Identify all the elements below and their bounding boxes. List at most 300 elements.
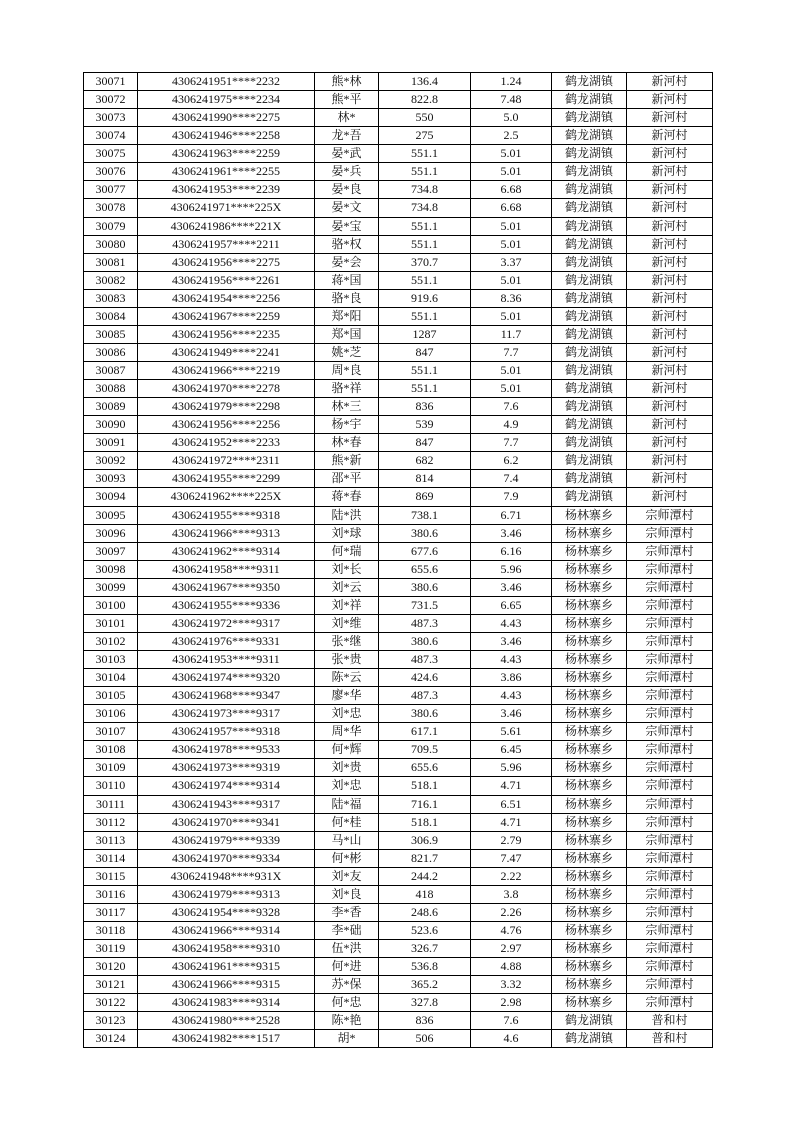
- table-row: [84, 235, 713, 253]
- name-cell: 陈*云: [315, 669, 379, 687]
- village-cell: 新河村: [627, 217, 713, 235]
- township-cell: 杨林寨乡: [552, 651, 627, 669]
- area-cell: 3.46: [471, 578, 552, 596]
- serial-number-cell: 30112: [84, 813, 138, 831]
- table-row: [84, 470, 713, 488]
- name-cell: 熊*新: [315, 452, 379, 470]
- village-cell: 宗师潭村: [627, 777, 713, 795]
- area-cell: 4.71: [471, 777, 552, 795]
- table-row: [84, 723, 713, 741]
- village-cell: 宗师潭村: [627, 759, 713, 777]
- village-cell: 宗师潭村: [627, 813, 713, 831]
- amount-cell: 617.1: [379, 723, 471, 741]
- table-row: [84, 903, 713, 921]
- serial-number-cell: 30075: [84, 145, 138, 163]
- id-number-cell: 4306241962****9314: [138, 542, 315, 560]
- serial-number-cell: 30085: [84, 325, 138, 343]
- serial-number-cell: 30077: [84, 181, 138, 199]
- id-number-cell: 4306241954****9328: [138, 903, 315, 921]
- table-row: [84, 759, 713, 777]
- amount-cell: 738.1: [379, 506, 471, 524]
- table-row: [84, 687, 713, 705]
- id-number-cell: 4306241966****9315: [138, 976, 315, 994]
- village-cell: 宗师潭村: [627, 994, 713, 1012]
- table-row: [84, 705, 713, 723]
- id-number-cell: 4306241954****2256: [138, 289, 315, 307]
- area-cell: 2.22: [471, 867, 552, 885]
- amount-cell: 822.8: [379, 91, 471, 109]
- area-cell: 7.6: [471, 1012, 552, 1030]
- id-number-cell: 4306241955****9336: [138, 596, 315, 614]
- amount-cell: 248.6: [379, 903, 471, 921]
- table-row: [84, 199, 713, 217]
- id-number-cell: 4306241968****9347: [138, 687, 315, 705]
- id-number-cell: 4306241973****9319: [138, 759, 315, 777]
- township-cell: 杨林寨乡: [552, 795, 627, 813]
- village-cell: 普和村: [627, 1030, 713, 1048]
- amount-cell: 551.1: [379, 307, 471, 325]
- township-cell: 鹤龙湖镇: [552, 91, 627, 109]
- area-cell: 4.43: [471, 687, 552, 705]
- serial-number-cell: 30089: [84, 398, 138, 416]
- amount-cell: 734.8: [379, 181, 471, 199]
- township-cell: 鹤龙湖镇: [552, 181, 627, 199]
- id-number-cell: 4306241957****2211: [138, 235, 315, 253]
- table-row: [84, 380, 713, 398]
- village-cell: 新河村: [627, 271, 713, 289]
- area-cell: 6.51: [471, 795, 552, 813]
- amount-cell: 136.4: [379, 73, 471, 91]
- amount-cell: 847: [379, 434, 471, 452]
- name-cell: 何*进: [315, 958, 379, 976]
- township-cell: 杨林寨乡: [552, 524, 627, 542]
- village-cell: 宗师潭村: [627, 542, 713, 560]
- name-cell: 李*香: [315, 903, 379, 921]
- id-number-cell: 4306241956****2256: [138, 416, 315, 434]
- serial-number-cell: 30090: [84, 416, 138, 434]
- amount-cell: 551.1: [379, 145, 471, 163]
- table-row: [84, 921, 713, 939]
- area-cell: 1.24: [471, 73, 552, 91]
- table-row: [84, 940, 713, 958]
- village-cell: 新河村: [627, 181, 713, 199]
- area-cell: 5.01: [471, 362, 552, 380]
- table-row: [84, 777, 713, 795]
- township-cell: 鹤龙湖镇: [552, 325, 627, 343]
- id-number-cell: 4306241972****9317: [138, 614, 315, 632]
- area-cell: 6.68: [471, 199, 552, 217]
- serial-number-cell: 30095: [84, 506, 138, 524]
- id-number-cell: 4306241956****2261: [138, 271, 315, 289]
- name-cell: 蒋*春: [315, 488, 379, 506]
- id-number-cell: 4306241983****9314: [138, 994, 315, 1012]
- id-number-cell: 4306241958****9311: [138, 560, 315, 578]
- name-cell: 何*彬: [315, 849, 379, 867]
- data-table: [83, 72, 713, 1048]
- id-number-cell: 4306241976****9331: [138, 632, 315, 650]
- village-cell: 新河村: [627, 163, 713, 181]
- id-number-cell: 4306241948****931X: [138, 867, 315, 885]
- area-cell: 5.61: [471, 723, 552, 741]
- amount-cell: 424.6: [379, 669, 471, 687]
- serial-number-cell: 30108: [84, 741, 138, 759]
- township-cell: 鹤龙湖镇: [552, 452, 627, 470]
- serial-number-cell: 30121: [84, 976, 138, 994]
- serial-number-cell: 30104: [84, 669, 138, 687]
- amount-cell: 539: [379, 416, 471, 434]
- township-cell: 杨林寨乡: [552, 885, 627, 903]
- table-row: [84, 1030, 713, 1048]
- area-cell: 6.16: [471, 542, 552, 560]
- village-cell: 宗师潭村: [627, 506, 713, 524]
- amount-cell: 836: [379, 1012, 471, 1030]
- name-cell: 蒋*国: [315, 271, 379, 289]
- township-cell: 鹤龙湖镇: [552, 362, 627, 380]
- village-cell: 宗师潭村: [627, 958, 713, 976]
- name-cell: 邵*平: [315, 470, 379, 488]
- id-number-cell: 4306241982****1517: [138, 1030, 315, 1048]
- township-cell: 杨林寨乡: [552, 560, 627, 578]
- village-cell: 新河村: [627, 470, 713, 488]
- area-cell: 7.4: [471, 470, 552, 488]
- area-cell: 6.2: [471, 452, 552, 470]
- name-cell: 林*春: [315, 434, 379, 452]
- amount-cell: 518.1: [379, 777, 471, 795]
- area-cell: 3.46: [471, 524, 552, 542]
- id-number-cell: 4306241957****9318: [138, 723, 315, 741]
- amount-cell: 487.3: [379, 614, 471, 632]
- serial-number-cell: 30107: [84, 723, 138, 741]
- amount-cell: 550: [379, 109, 471, 127]
- id-number-cell: 4306241952****2233: [138, 434, 315, 452]
- table-row: [84, 506, 713, 524]
- village-cell: 新河村: [627, 416, 713, 434]
- name-cell: 晏*宝: [315, 217, 379, 235]
- township-cell: 鹤龙湖镇: [552, 307, 627, 325]
- village-cell: 宗师潭村: [627, 867, 713, 885]
- serial-number-cell: 30079: [84, 217, 138, 235]
- name-cell: 晏*兵: [315, 163, 379, 181]
- area-cell: 3.37: [471, 253, 552, 271]
- serial-number-cell: 30081: [84, 253, 138, 271]
- amount-cell: 734.8: [379, 199, 471, 217]
- village-cell: 宗师潭村: [627, 921, 713, 939]
- amount-cell: 551.1: [379, 271, 471, 289]
- amount-cell: 677.6: [379, 542, 471, 560]
- serial-number-cell: 30078: [84, 199, 138, 217]
- village-cell: 新河村: [627, 380, 713, 398]
- serial-number-cell: 30083: [84, 289, 138, 307]
- name-cell: 刘*贵: [315, 759, 379, 777]
- township-cell: 鹤龙湖镇: [552, 1012, 627, 1030]
- township-cell: 杨林寨乡: [552, 759, 627, 777]
- table-row: [84, 127, 713, 145]
- township-cell: 鹤龙湖镇: [552, 289, 627, 307]
- table-row: [84, 741, 713, 759]
- township-cell: 鹤龙湖镇: [552, 109, 627, 127]
- village-cell: 新河村: [627, 235, 713, 253]
- name-cell: 周*华: [315, 723, 379, 741]
- name-cell: 刘*球: [315, 524, 379, 542]
- table-row: [84, 958, 713, 976]
- amount-cell: 847: [379, 343, 471, 361]
- name-cell: 郑*阳: [315, 307, 379, 325]
- township-cell: 鹤龙湖镇: [552, 398, 627, 416]
- village-cell: 新河村: [627, 289, 713, 307]
- name-cell: 陆*洪: [315, 506, 379, 524]
- amount-cell: 244.2: [379, 867, 471, 885]
- name-cell: 李*础: [315, 921, 379, 939]
- table-row: [84, 596, 713, 614]
- area-cell: 5.01: [471, 307, 552, 325]
- name-cell: 骆*祥: [315, 380, 379, 398]
- name-cell: 郑*国: [315, 325, 379, 343]
- area-cell: 6.45: [471, 741, 552, 759]
- serial-number-cell: 30118: [84, 921, 138, 939]
- table-row: [84, 524, 713, 542]
- name-cell: 刘*友: [315, 867, 379, 885]
- township-cell: 鹤龙湖镇: [552, 127, 627, 145]
- village-cell: 宗师潭村: [627, 976, 713, 994]
- amount-cell: 418: [379, 885, 471, 903]
- id-number-cell: 4306241980****2528: [138, 1012, 315, 1030]
- area-cell: 4.43: [471, 614, 552, 632]
- area-cell: 5.01: [471, 380, 552, 398]
- id-number-cell: 4306241966****9313: [138, 524, 315, 542]
- village-cell: 新河村: [627, 127, 713, 145]
- name-cell: 伍*洪: [315, 940, 379, 958]
- name-cell: 姚*芝: [315, 343, 379, 361]
- area-cell: 3.46: [471, 705, 552, 723]
- name-cell: 龙*吾: [315, 127, 379, 145]
- table-row: [84, 362, 713, 380]
- area-cell: 11.7: [471, 325, 552, 343]
- township-cell: 杨林寨乡: [552, 506, 627, 524]
- name-cell: 晏*武: [315, 145, 379, 163]
- serial-number-cell: 30086: [84, 343, 138, 361]
- village-cell: 宗师潭村: [627, 849, 713, 867]
- serial-number-cell: 30124: [84, 1030, 138, 1048]
- area-cell: 7.9: [471, 488, 552, 506]
- table-row: [84, 849, 713, 867]
- area-cell: 6.71: [471, 506, 552, 524]
- township-cell: 鹤龙湖镇: [552, 163, 627, 181]
- area-cell: 2.98: [471, 994, 552, 1012]
- village-cell: 普和村: [627, 1012, 713, 1030]
- village-cell: 新河村: [627, 253, 713, 271]
- table-row: [84, 867, 713, 885]
- name-cell: 晏*良: [315, 181, 379, 199]
- township-cell: 杨林寨乡: [552, 831, 627, 849]
- name-cell: 刘*维: [315, 614, 379, 632]
- serial-number-cell: 30106: [84, 705, 138, 723]
- amount-cell: 551.1: [379, 380, 471, 398]
- serial-number-cell: 30115: [84, 867, 138, 885]
- table-body: [84, 73, 713, 1048]
- area-cell: 4.9: [471, 416, 552, 434]
- area-cell: 5.01: [471, 235, 552, 253]
- township-cell: 鹤龙湖镇: [552, 217, 627, 235]
- village-cell: 宗师潭村: [627, 578, 713, 596]
- village-cell: 新河村: [627, 398, 713, 416]
- serial-number-cell: 30117: [84, 903, 138, 921]
- village-cell: 新河村: [627, 73, 713, 91]
- table-row: [84, 109, 713, 127]
- serial-number-cell: 30119: [84, 940, 138, 958]
- area-cell: 4.88: [471, 958, 552, 976]
- area-cell: 5.01: [471, 271, 552, 289]
- id-number-cell: 4306241955****9318: [138, 506, 315, 524]
- serial-number-cell: 30094: [84, 488, 138, 506]
- amount-cell: 275: [379, 127, 471, 145]
- serial-number-cell: 30120: [84, 958, 138, 976]
- amount-cell: 365.2: [379, 976, 471, 994]
- table-row: [84, 651, 713, 669]
- serial-number-cell: 30110: [84, 777, 138, 795]
- name-cell: 廖*华: [315, 687, 379, 705]
- village-cell: 宗师潭村: [627, 903, 713, 921]
- serial-number-cell: 30092: [84, 452, 138, 470]
- township-cell: 杨林寨乡: [552, 632, 627, 650]
- id-number-cell: 4306241974****9314: [138, 777, 315, 795]
- amount-cell: 380.6: [379, 578, 471, 596]
- village-cell: 宗师潭村: [627, 651, 713, 669]
- area-cell: 8.36: [471, 289, 552, 307]
- table-row: [84, 271, 713, 289]
- table-row: [84, 994, 713, 1012]
- id-number-cell: 4306241946****2258: [138, 127, 315, 145]
- amount-cell: 551.1: [379, 235, 471, 253]
- table-row: [84, 831, 713, 849]
- table-row: [84, 325, 713, 343]
- village-cell: 宗师潭村: [627, 687, 713, 705]
- amount-cell: 821.7: [379, 849, 471, 867]
- amount-cell: 536.8: [379, 958, 471, 976]
- area-cell: 2.5: [471, 127, 552, 145]
- amount-cell: 869: [379, 488, 471, 506]
- id-number-cell: 4306241974****9320: [138, 669, 315, 687]
- village-cell: 新河村: [627, 109, 713, 127]
- name-cell: 晏*会: [315, 253, 379, 271]
- serial-number-cell: 30071: [84, 73, 138, 91]
- amount-cell: 523.6: [379, 921, 471, 939]
- id-number-cell: 4306241971****225X: [138, 199, 315, 217]
- id-number-cell: 4306241978****9533: [138, 741, 315, 759]
- serial-number-cell: 30100: [84, 596, 138, 614]
- amount-cell: 655.6: [379, 759, 471, 777]
- table-row: [84, 452, 713, 470]
- amount-cell: 327.8: [379, 994, 471, 1012]
- township-cell: 杨林寨乡: [552, 813, 627, 831]
- amount-cell: 487.3: [379, 651, 471, 669]
- table-row: [84, 795, 713, 813]
- serial-number-cell: 30099: [84, 578, 138, 596]
- name-cell: 陆*福: [315, 795, 379, 813]
- amount-cell: 655.6: [379, 560, 471, 578]
- serial-number-cell: 30109: [84, 759, 138, 777]
- name-cell: 张*继: [315, 632, 379, 650]
- area-cell: 6.65: [471, 596, 552, 614]
- area-cell: 7.6: [471, 398, 552, 416]
- village-cell: 宗师潭村: [627, 596, 713, 614]
- name-cell: 熊*平: [315, 91, 379, 109]
- id-number-cell: 4306241975****2234: [138, 91, 315, 109]
- serial-number-cell: 30076: [84, 163, 138, 181]
- id-number-cell: 4306241961****2255: [138, 163, 315, 181]
- area-cell: 4.76: [471, 921, 552, 939]
- village-cell: 新河村: [627, 91, 713, 109]
- area-cell: 2.97: [471, 940, 552, 958]
- name-cell: 何*桂: [315, 813, 379, 831]
- amount-cell: 506: [379, 1030, 471, 1048]
- table-row: [84, 163, 713, 181]
- id-number-cell: 4306241970****9341: [138, 813, 315, 831]
- village-cell: 宗师潭村: [627, 669, 713, 687]
- id-number-cell: 4306241967****2259: [138, 307, 315, 325]
- table-row: [84, 253, 713, 271]
- name-cell: 何*瑞: [315, 542, 379, 560]
- amount-cell: 836: [379, 398, 471, 416]
- table-row: [84, 542, 713, 560]
- village-cell: 新河村: [627, 434, 713, 452]
- table-row: [84, 976, 713, 994]
- name-cell: 刘*忠: [315, 777, 379, 795]
- township-cell: 杨林寨乡: [552, 849, 627, 867]
- id-number-cell: 4306241949****2241: [138, 343, 315, 361]
- amount-cell: 814: [379, 470, 471, 488]
- table-row: [84, 669, 713, 687]
- area-cell: 4.71: [471, 813, 552, 831]
- amount-cell: 518.1: [379, 813, 471, 831]
- village-cell: 新河村: [627, 145, 713, 163]
- township-cell: 鹤龙湖镇: [552, 470, 627, 488]
- township-cell: 杨林寨乡: [552, 867, 627, 885]
- id-number-cell: 4306241967****9350: [138, 578, 315, 596]
- township-cell: 杨林寨乡: [552, 596, 627, 614]
- serial-number-cell: 30123: [84, 1012, 138, 1030]
- serial-number-cell: 30114: [84, 849, 138, 867]
- id-number-cell: 4306241973****9317: [138, 705, 315, 723]
- serial-number-cell: 30084: [84, 307, 138, 325]
- amount-cell: 487.3: [379, 687, 471, 705]
- amount-cell: 731.5: [379, 596, 471, 614]
- township-cell: 杨林寨乡: [552, 921, 627, 939]
- table-row: [84, 398, 713, 416]
- township-cell: 杨林寨乡: [552, 578, 627, 596]
- table-row: [84, 343, 713, 361]
- township-cell: 鹤龙湖镇: [552, 253, 627, 271]
- table-row: [84, 307, 713, 325]
- village-cell: 新河村: [627, 199, 713, 217]
- name-cell: 刘*云: [315, 578, 379, 596]
- table-row: [84, 217, 713, 235]
- area-cell: 5.01: [471, 217, 552, 235]
- name-cell: 何*辉: [315, 741, 379, 759]
- table-row: [84, 416, 713, 434]
- amount-cell: 709.5: [379, 741, 471, 759]
- township-cell: 杨林寨乡: [552, 705, 627, 723]
- id-number-cell: 4306241990****2275: [138, 109, 315, 127]
- table-row: [84, 145, 713, 163]
- id-number-cell: 4306241961****9315: [138, 958, 315, 976]
- township-cell: 鹤龙湖镇: [552, 416, 627, 434]
- serial-number-cell: 30091: [84, 434, 138, 452]
- area-cell: 2.79: [471, 831, 552, 849]
- village-cell: 新河村: [627, 362, 713, 380]
- township-cell: 鹤龙湖镇: [552, 235, 627, 253]
- id-number-cell: 4306241951****2232: [138, 73, 315, 91]
- serial-number-cell: 30098: [84, 560, 138, 578]
